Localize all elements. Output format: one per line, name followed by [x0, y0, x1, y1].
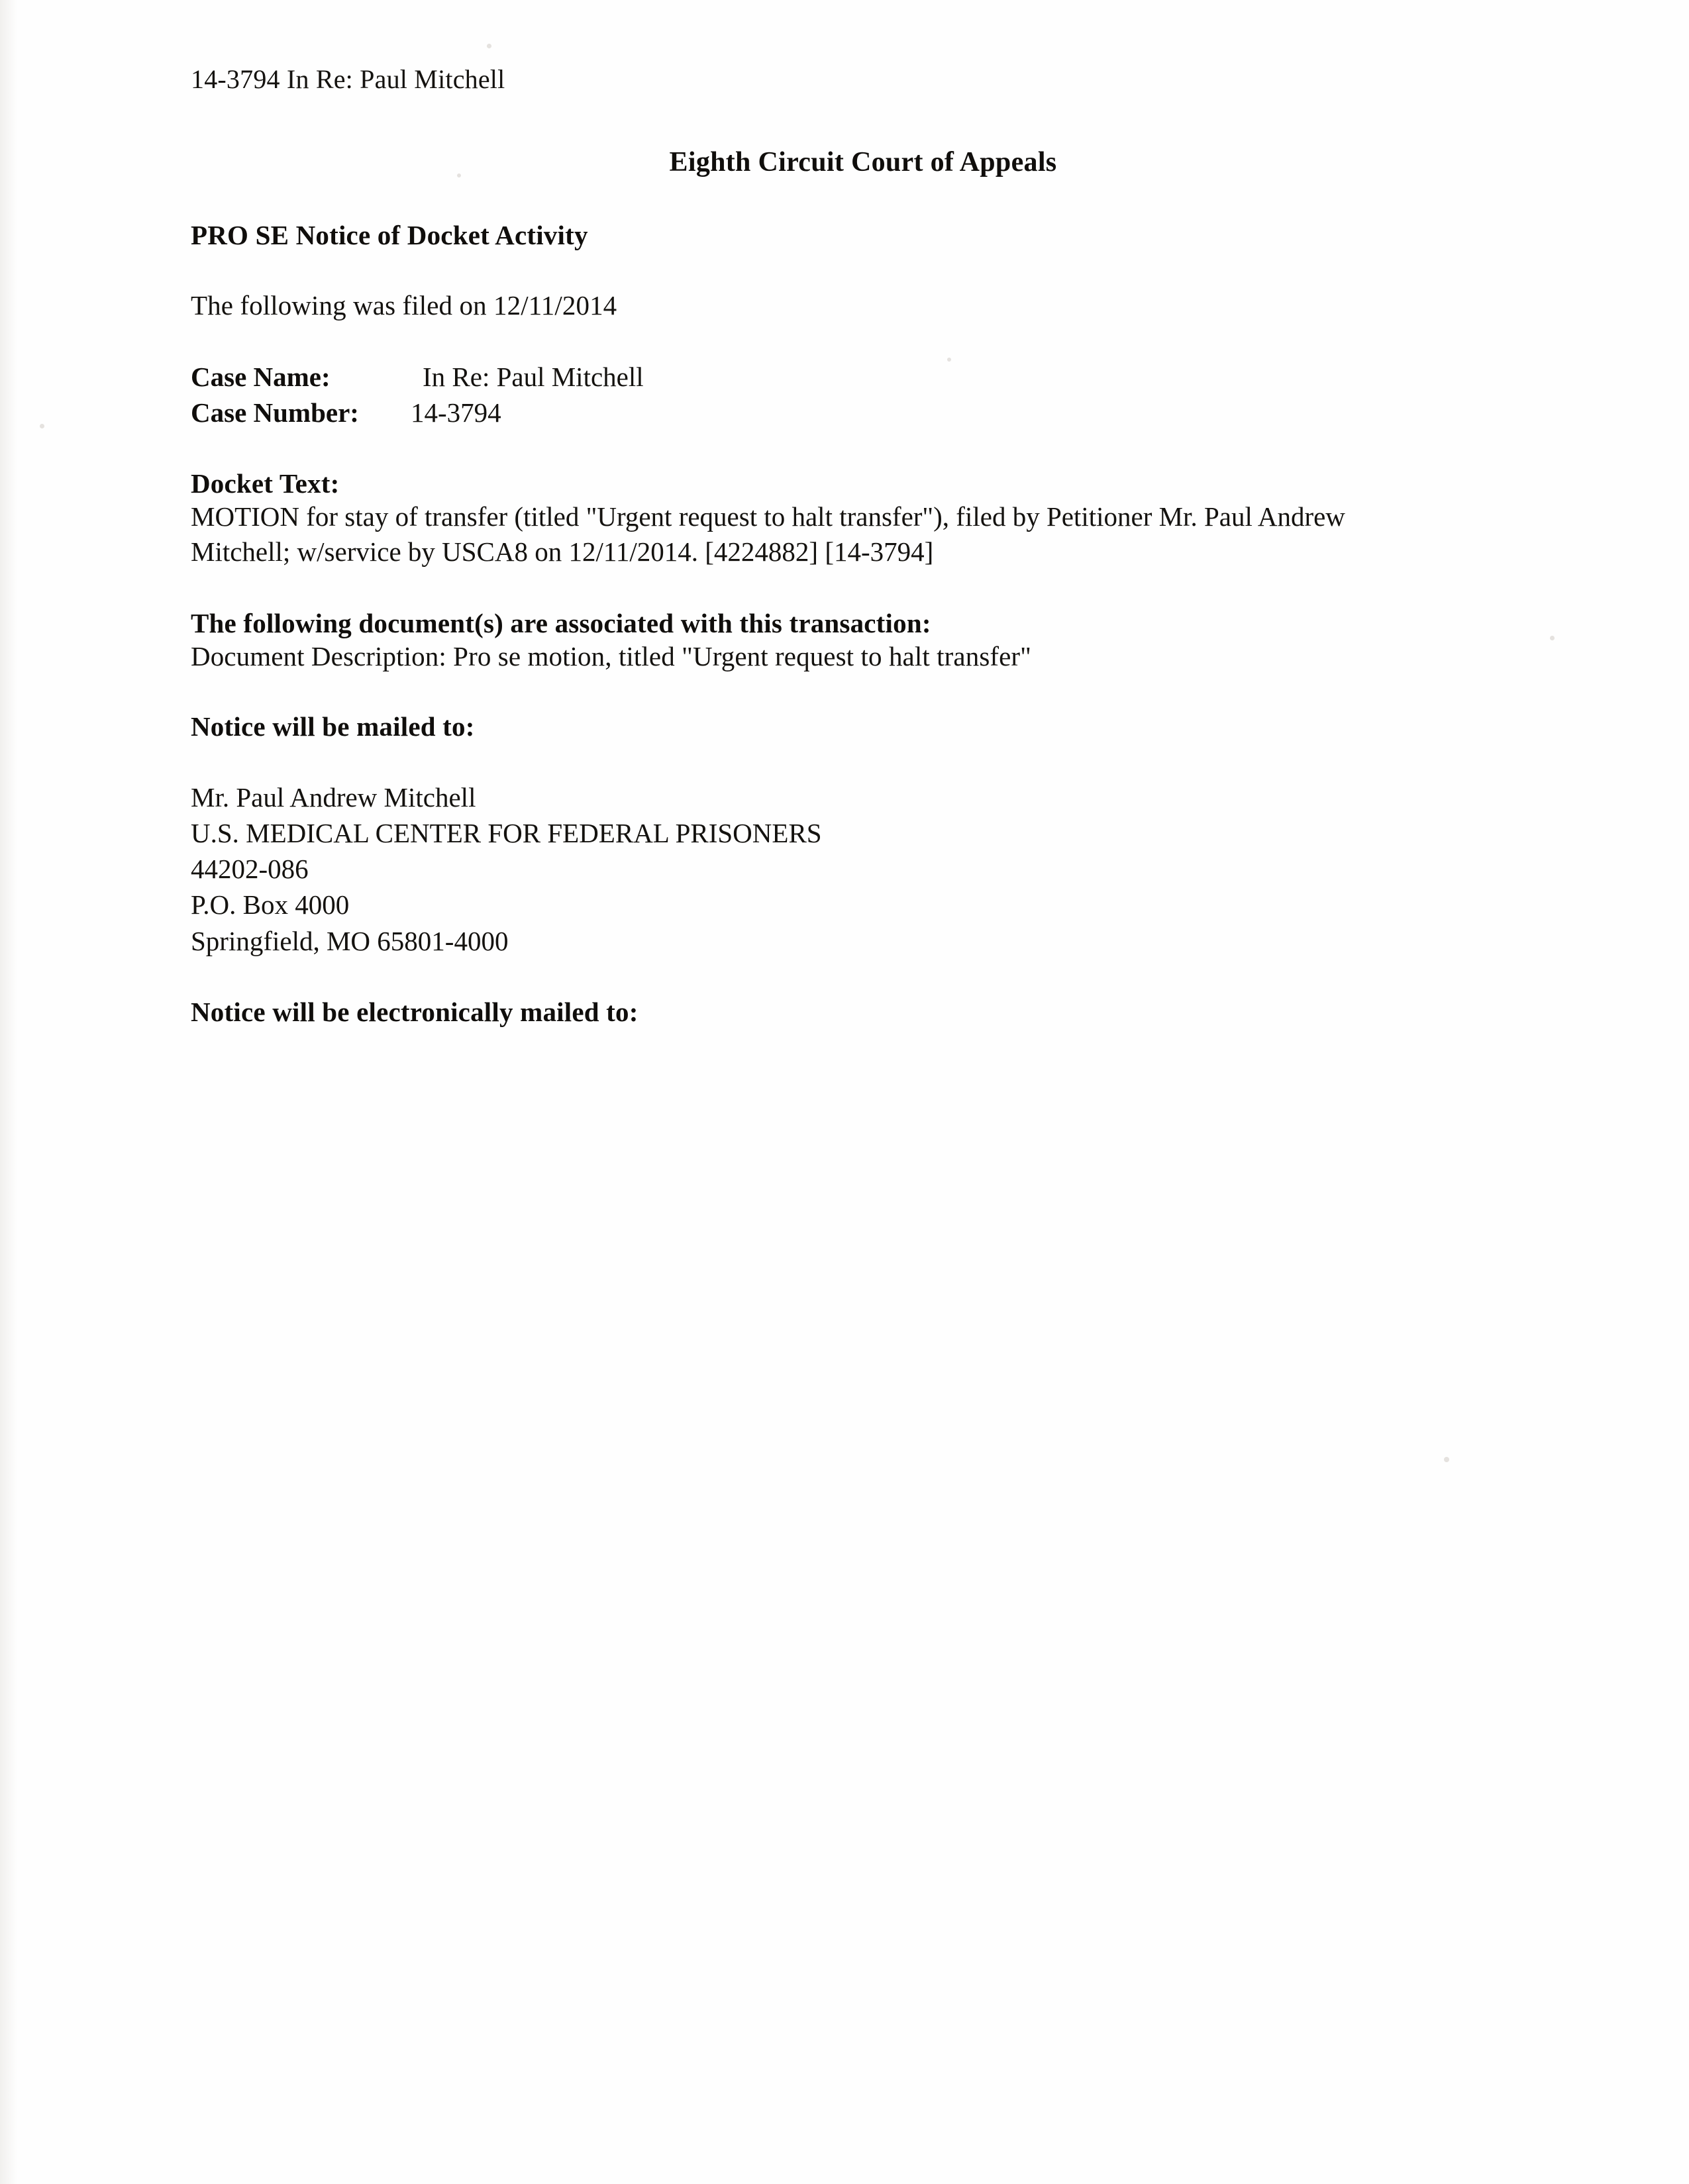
document-body	[191, 64, 1509, 1028]
scan-speckle	[487, 44, 491, 48]
mail-recipient-line: P.O. Box 4000	[191, 889, 350, 920]
scan-speckle	[40, 424, 44, 428]
mail-recipient-line: Springfield, MO 65801-4000	[191, 925, 509, 956]
mail-recipient-line: Mr. Paul Andrew Mitchell	[191, 782, 476, 813]
case-name-label: Case Name:	[191, 362, 331, 393]
electronic-notice-label: Notice will be electronically mailed to:	[191, 996, 639, 1027]
case-name-value: In Re: Paul Mitchell	[423, 362, 644, 393]
mail-recipient-line: U.S. MEDICAL CENTER FOR FEDERAL PRISONERS	[191, 818, 822, 849]
associated-documents-label: The following document(s) are associated with this transaction:	[191, 607, 931, 638]
document-description: Document Description: Pro se motion, titled "Urgent request to halt transfer"	[191, 640, 1032, 671]
mail-recipient-line: 44202-086	[191, 854, 309, 885]
case-number-value: 14-3794	[411, 397, 501, 428]
page-edge-shading	[0, 0, 17, 2184]
case-number-row	[191, 395, 1509, 430]
scan-speckle	[1550, 636, 1555, 640]
case-name-row	[191, 360, 1509, 395]
case-header-line: 14-3794 In Re: Paul Mitchell	[191, 64, 505, 94]
notice-title: PRO SE Notice of Docket Activity	[191, 220, 588, 250]
case-number-label: Case Number:	[191, 397, 359, 428]
docket-text-body: MOTION for stay of transfer (titled "Urgent request to halt transfer"), filed by Petitioner Mr. Paul Andrew Mitchell; w/service by USCA8 on 12/11/2014. [4224882] [14-3794]	[191, 501, 1345, 568]
court-title: Eighth Circuit Court of Appeals	[669, 147, 1057, 177]
scan-speckle	[1444, 1457, 1449, 1462]
docket-text-label: Docket Text:	[191, 468, 340, 499]
filed-date-line: The following was filed on 12/11/2014	[191, 290, 617, 321]
mail-notice-label: Notice will be mailed to:	[191, 711, 475, 742]
